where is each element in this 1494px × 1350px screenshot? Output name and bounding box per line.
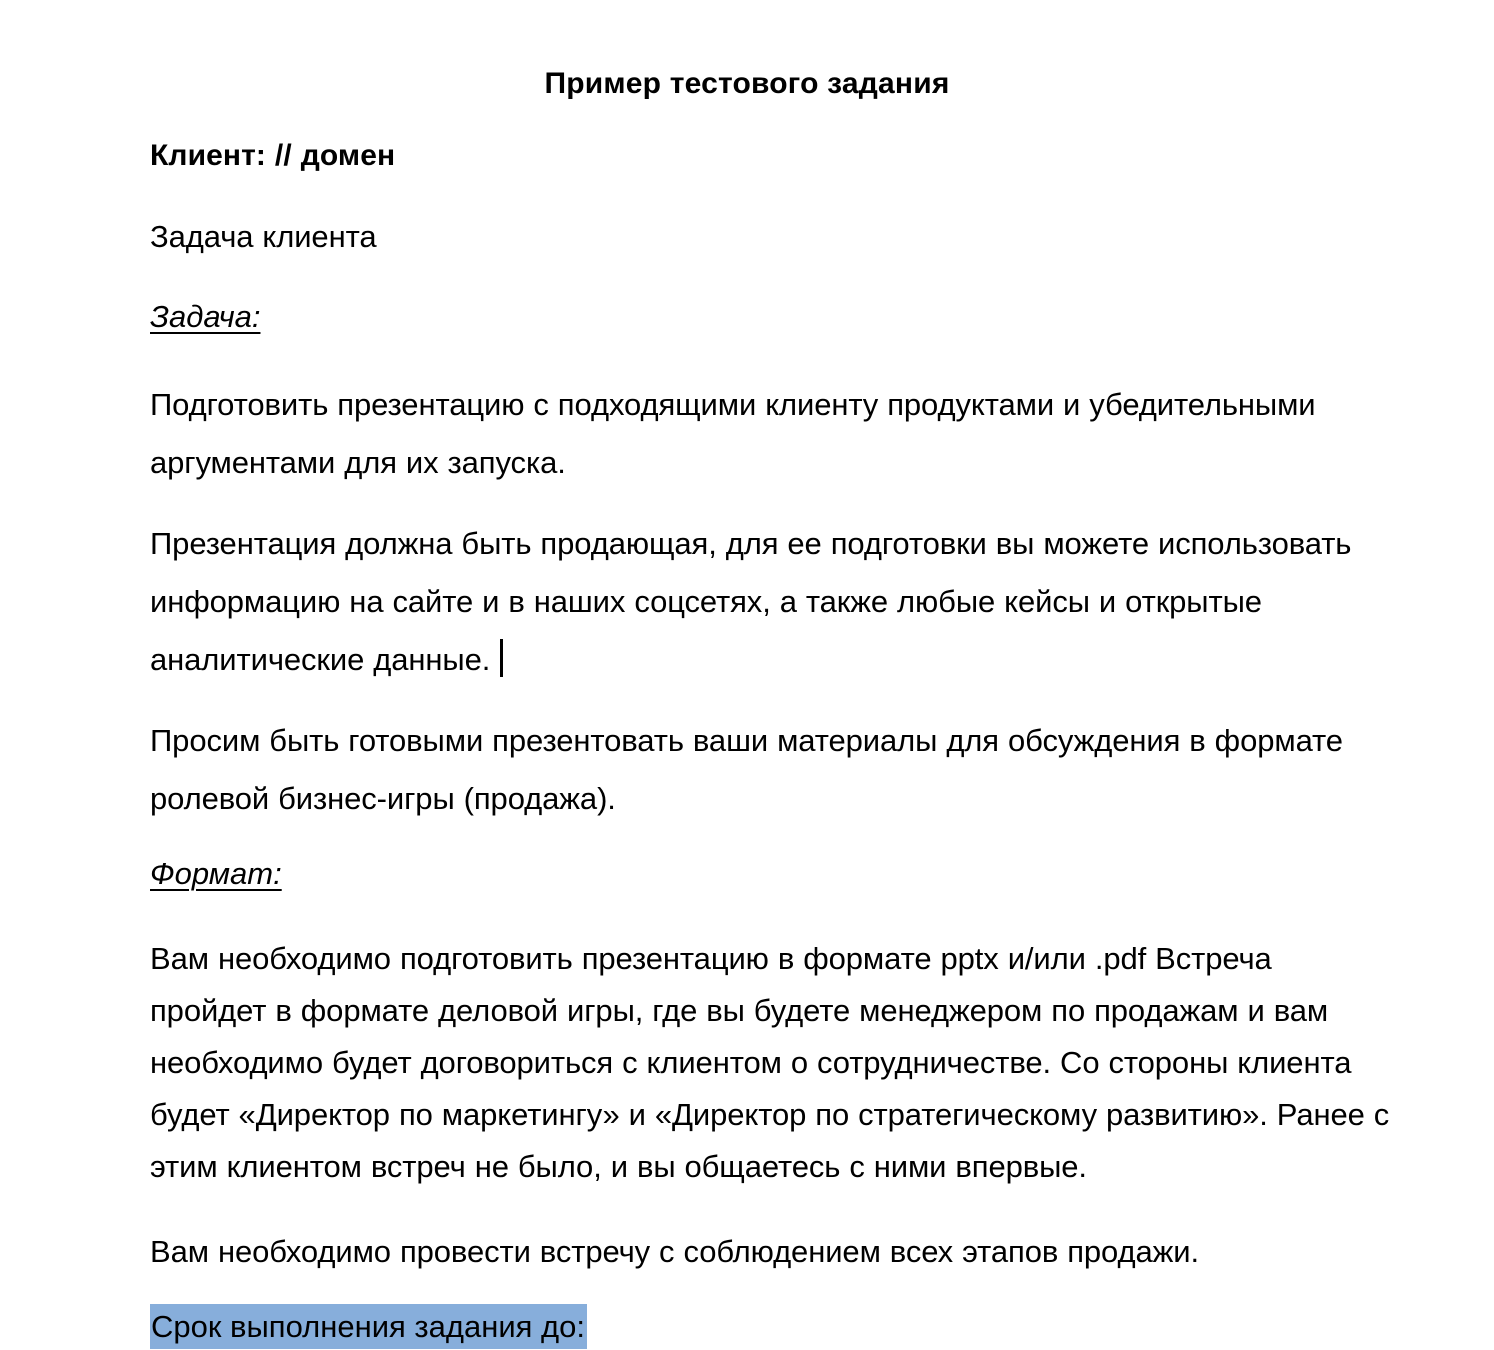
client-line: Клиент: // домен [150, 139, 396, 172]
section-heading-format: Формат: [150, 856, 282, 891]
section-heading-task: Задача: [150, 299, 261, 334]
format-paragraph-2: Вам необходимо провести встречу с соблюдением всех этапов продажи. [150, 1234, 1200, 1269]
page-title: Пример тестового задания [544, 67, 950, 100]
deadline-line [150, 1304, 1390, 1350]
task-paragraph-1: Подготовить презентацию с подходящими клиенту продуктами и убедительными аргументами для их запуска. [150, 387, 1316, 480]
task-paragraph-2-text: Презентация должна быть продающая, для ее подготовки вы можете использовать информацию на сайте и в наших соцсетях, а также любые кейсы и открытые аналитические данные. [150, 526, 1352, 677]
task-paragraph-2 [150, 515, 1390, 689]
format-paragraph-1: Вам необходимо подготовить презентацию в формате pptx и/или .pdf Встреча пройдет в формате деловой игры, где вы будете менеджером по продажам и вам необходимо будет договориться с клиентом о сотрудничестве. Со стороны клиента будет «Директор по маркетингу» и «Директор по стратегическому развитию». Ранее с этим клиентом встреч не было, и вы общаетесь с ними впервые. [150, 941, 1390, 1184]
client-task-label: Задача клиента [150, 219, 377, 254]
task-paragraph-3: Просим быть готовыми презентовать ваши материалы для обсуждения в формате ролевой бизнес-игры (продажа). [150, 723, 1343, 816]
text-caret [500, 639, 503, 677]
document-body [150, 134, 1390, 1350]
deadline-label: Срок выполнения задания до: [150, 1304, 587, 1349]
